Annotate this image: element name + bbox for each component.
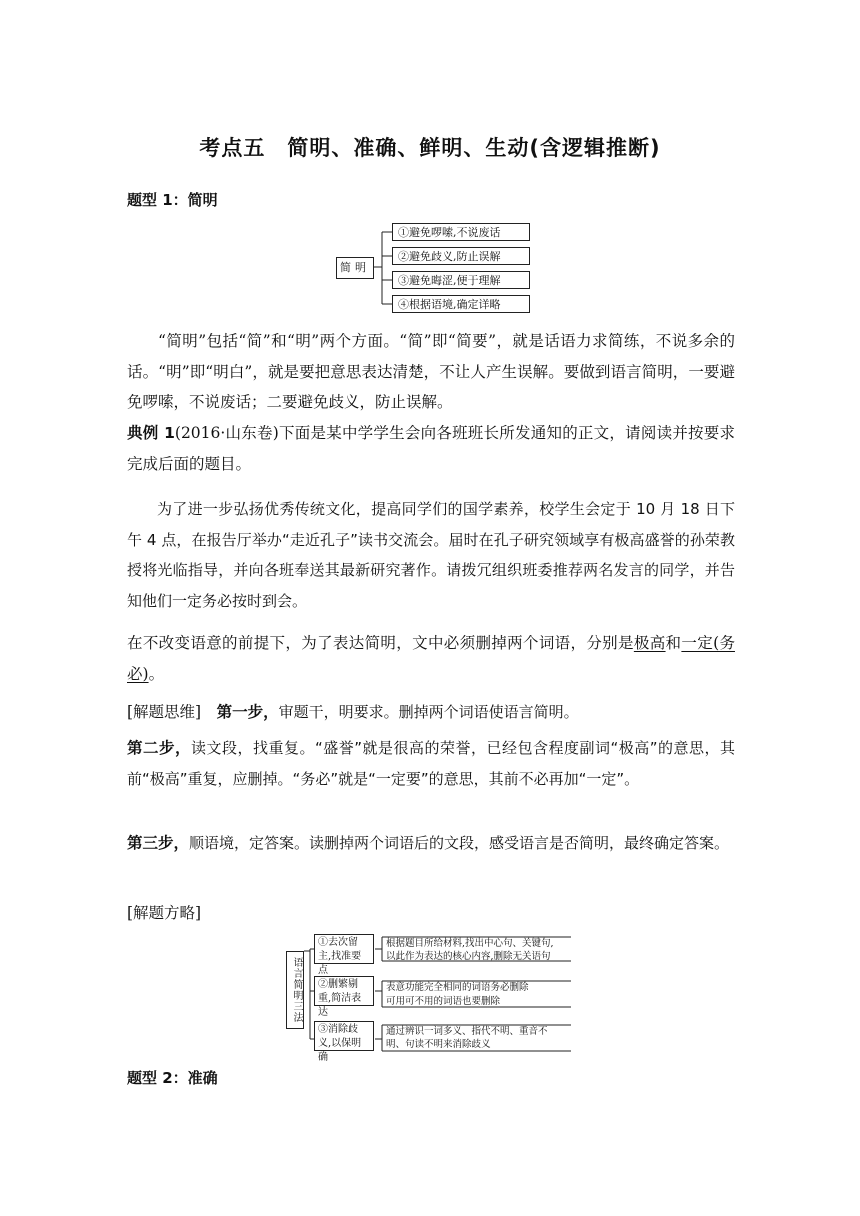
concise-center-box: 简明 — [336, 257, 374, 279]
intro-paragraph: “简明”包括“简”和“明”两个方面。“简”即“简要”，就是话语力求简练，不说多余的话。“明”即“明白”，就是要把意思表达清楚，不让人产生误解。要做到语言简明，一要避免啰嗦，不说废话；二要避免歧义，防止误解。 — [127, 332, 735, 411]
section-heading-concise: 题型 1：简明 — [127, 191, 218, 209]
method-desc-line: 明、句读不明来消除歧义 — [386, 1039, 491, 1050]
thinking-step1 — [127, 697, 735, 728]
method-box: ③消除歧义,以保明确 — [314, 1021, 374, 1051]
thinking-step2 — [127, 733, 735, 794]
strategy-diagram — [286, 929, 576, 1063]
strategy-center-box: 语言简明三法 — [286, 951, 304, 1029]
method-desc-line: 可用可不用的词语也要删除 — [386, 996, 501, 1007]
method-desc — [386, 1025, 548, 1051]
method-desc-line: 以此作为表达的核心内容,删除无关语句 — [386, 951, 551, 962]
concise-item: ①避免啰嗦,不说废话 — [392, 223, 530, 241]
concise-item: ②避免歧义,防止误解 — [392, 247, 530, 265]
section-heading-accurate: 题型 2：准确 — [127, 1069, 218, 1087]
page-title: 考点五 简明、准确、鲜明、生动(含逻辑推断) — [199, 136, 661, 160]
question-text: 在不改变语意的前提下，为了表达简明，文中必须删掉两个词语，分别是 — [127, 634, 634, 652]
thinking-step3 — [127, 828, 735, 859]
answer-1: 极高 — [633, 634, 666, 652]
step1-text: 审题干，明要求。删掉两个词语使语言简明。 — [278, 703, 579, 721]
method-box: ①去次留主,找准要点 — [314, 934, 374, 964]
answer-and: 和 — [665, 634, 682, 652]
concise-item: ④根据语境,确定详略 — [392, 295, 530, 313]
step2-label: 第二步， — [127, 739, 191, 757]
method-desc-line: 根据题目所给材料,找出中心句、关键句, — [386, 938, 554, 949]
thinking-label: [解题思维] — [127, 703, 202, 721]
example-prompt: 下面是某中学学生会向各班班长所发通知的正文，请阅读并按要求完成后面的题目。 — [127, 424, 736, 473]
step2-text: 读文段，找重复。“盛誉”就是很高的荣誉，已经包含程度副词“极高”的意思，其前“极高”重复，应删掉。“务必”就是“一定要”的意思，其前不必再加“一定”。 — [127, 739, 735, 788]
strategy-label: [解题方略] — [127, 904, 202, 922]
example-source: (2016·山东卷) — [174, 424, 279, 442]
step3-label: 第三步， — [127, 834, 190, 852]
concise-diagram — [336, 220, 532, 318]
method-desc — [386, 981, 529, 1008]
step1-label: 第一步， — [216, 703, 279, 721]
method-box: ②删繁剔重,简洁表达 — [314, 976, 374, 1006]
example-paragraph — [127, 418, 735, 479]
notice-text: 为了进一步弘扬优秀传统文化，提高同学们的国学素养，校学生会定于 10 月 18 日下午 4 点，在报告厅举办“走近孔子”读书交流会。届时在孔子研究领域享有极高盛誉的孙荣教授将光临指导，并向各班奉送其最新研究著作。请拨冗组织班委推荐两名发言的同学，并告知他们一定务必按时到会。 — [127, 500, 735, 610]
answer-2: 一定(务必) — [127, 634, 735, 683]
concise-item: ③避免晦涩,便于理解 — [392, 271, 530, 289]
example-label: 典例 1 — [127, 424, 175, 442]
answer-end: 。 — [148, 664, 165, 683]
step3-text: 顺语境，定答案。读删掉两个词语后的文段，感受语言是否简明，最终确定答案。 — [189, 834, 730, 852]
method-desc-line: 通过辨识一词多义、指代不明、重音不 — [386, 1026, 548, 1037]
question-paragraph — [127, 628, 735, 689]
method-desc-line: 表意功能完全相同的词语务必删除 — [386, 982, 529, 993]
method-desc — [386, 937, 554, 963]
